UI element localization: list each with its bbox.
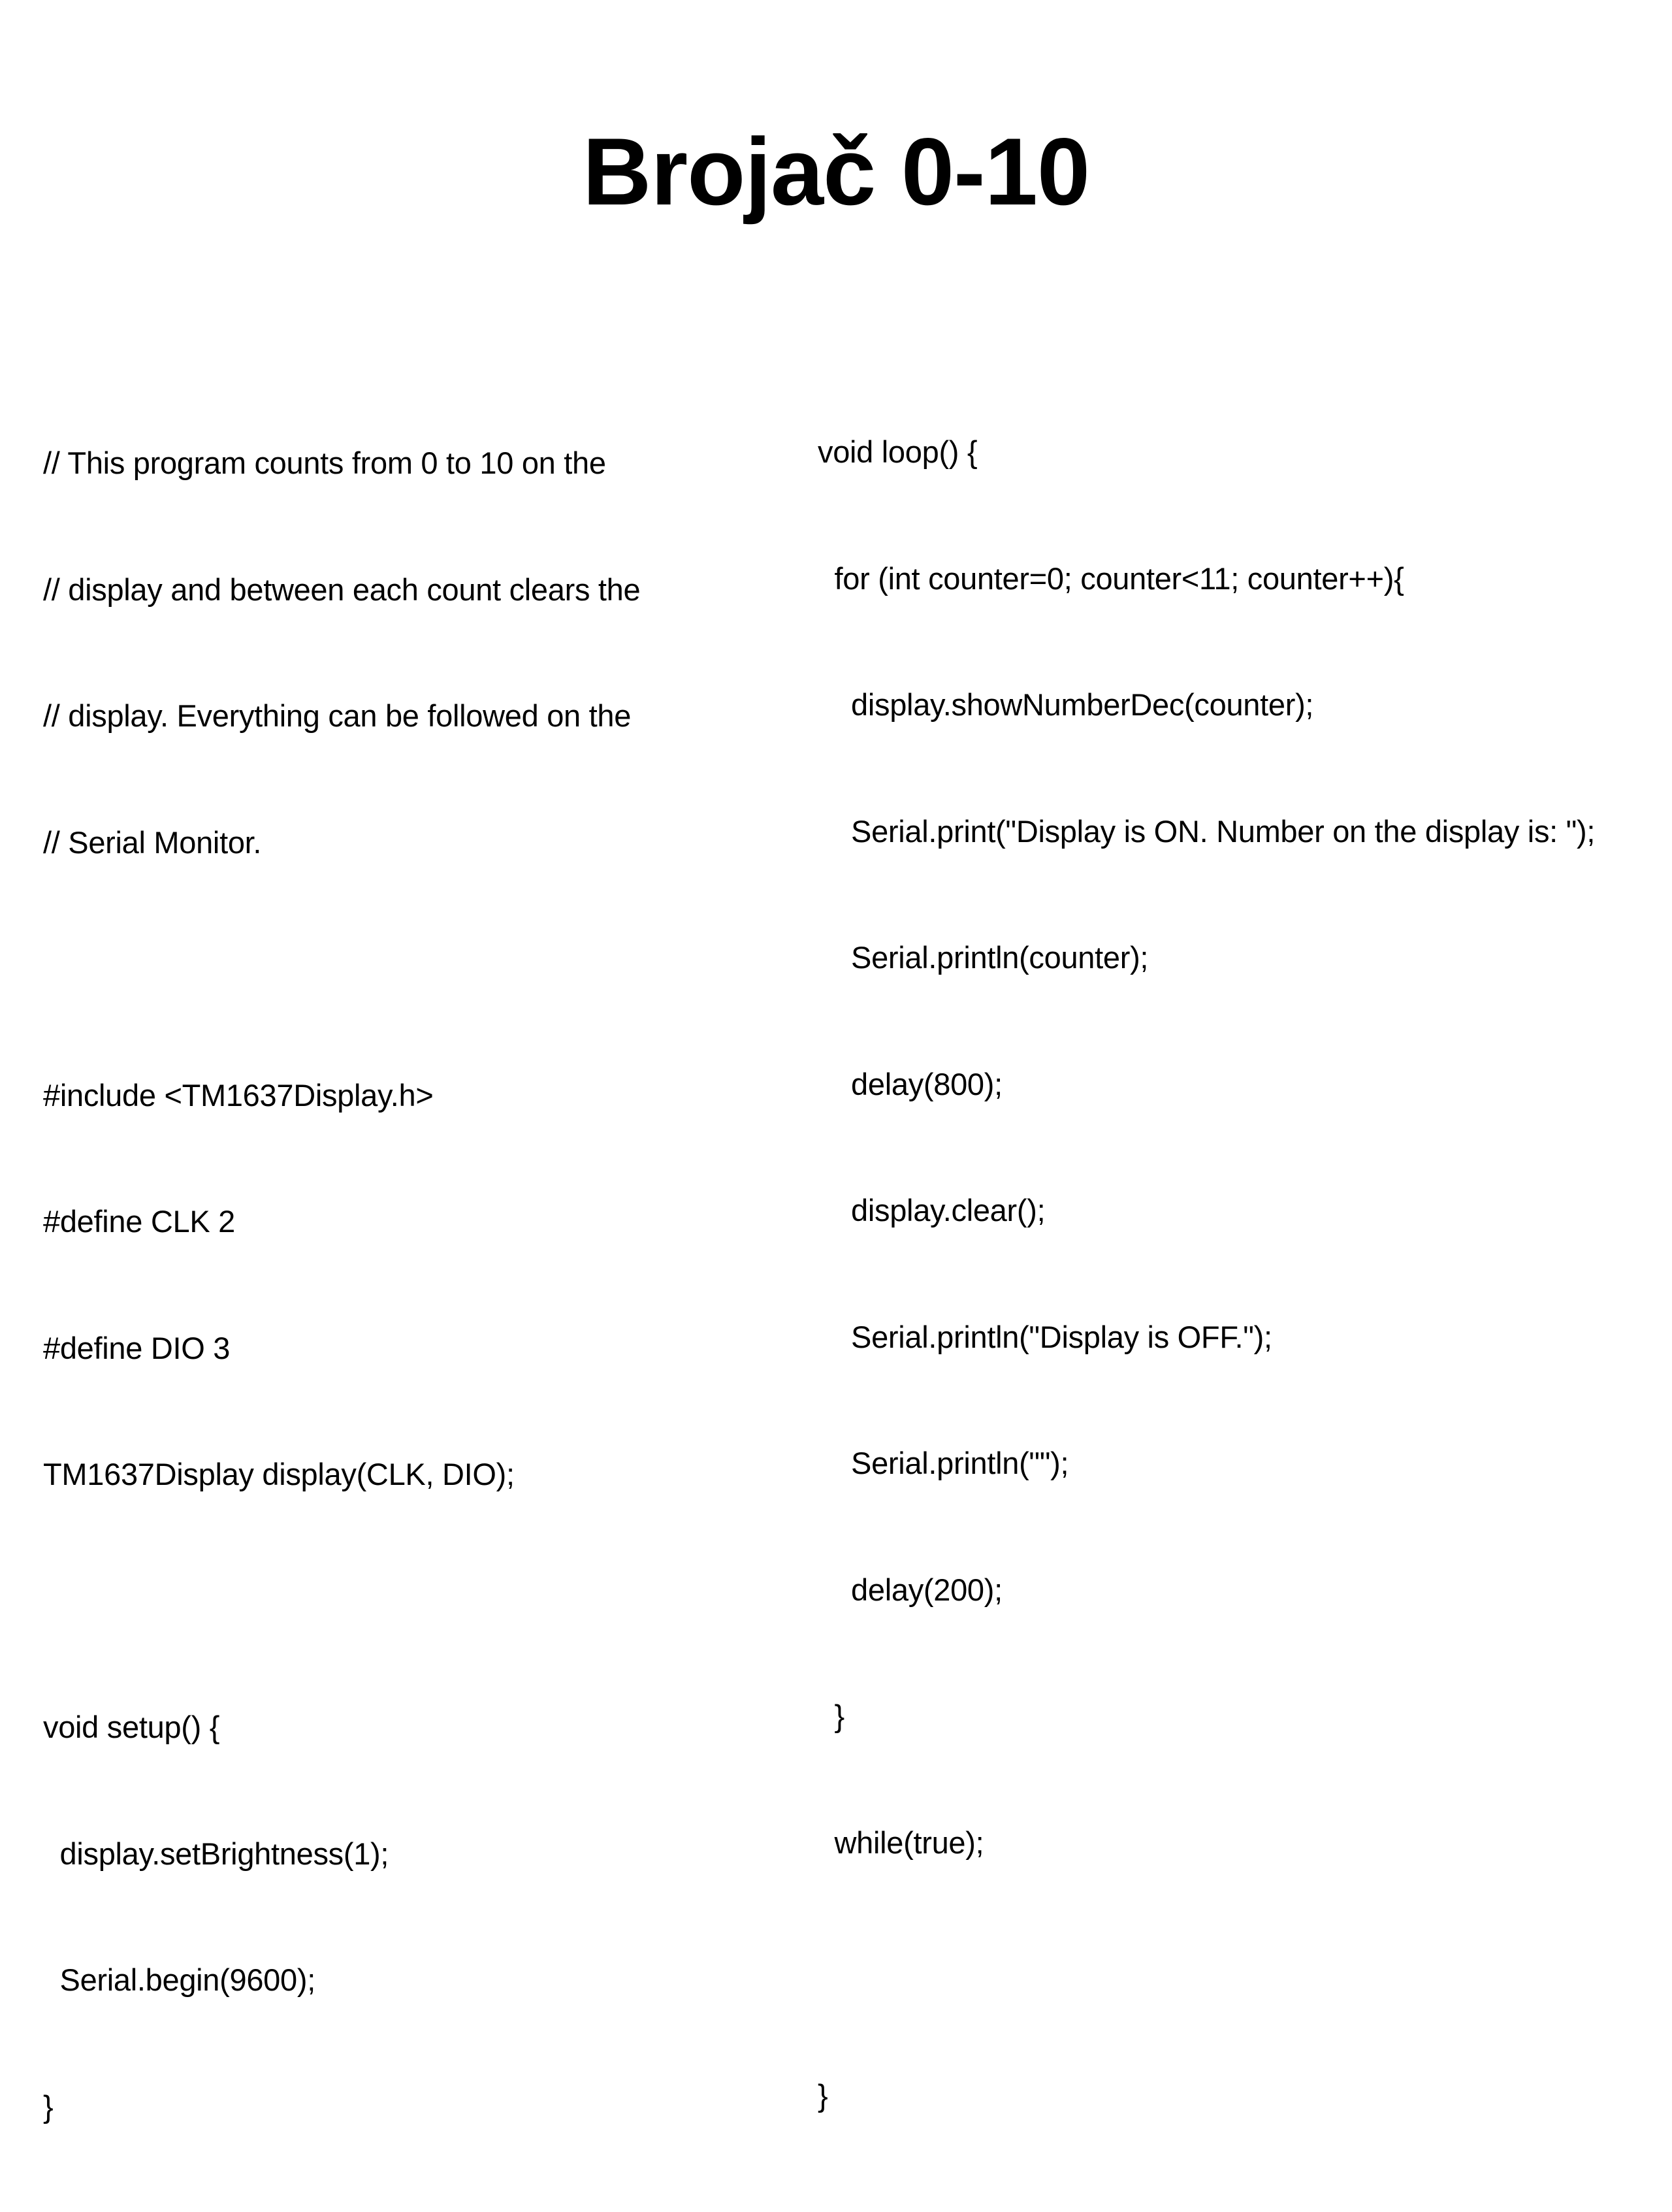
code-line: Serial.println(counter); — [818, 940, 1149, 975]
code-line: delay(200); — [818, 1572, 1003, 1607]
code-line: } — [818, 2077, 828, 2113]
code-line: // Serial Monitor. — [43, 824, 262, 860]
code-line: display.setBrightness(1); — [43, 1836, 389, 1871]
code-line: void loop() { — [818, 434, 978, 469]
slide-title: Brojač 0-10 — [582, 118, 1090, 225]
code-block-right — [818, 347, 1660, 2201]
code-line — [818, 1948, 1660, 1991]
code-line: } — [43, 2089, 54, 2124]
code-line: // display and between each count clears the — [43, 572, 641, 607]
code-line: display.clear(); — [818, 1193, 1046, 1228]
code-line: for (int counter=0; counter<11; counter++){ — [818, 561, 1404, 596]
code-line: #include <TM1637Display.h> — [43, 1077, 434, 1113]
code-line: display.showNumberDec(counter); — [818, 687, 1314, 722]
code-line: TM1637Display display(CLK, DIO); — [43, 1457, 515, 1491]
code-line: } — [818, 1699, 844, 1733]
code-line — [43, 948, 794, 990]
code-line: Serial.println("Display is OFF."); — [818, 1319, 1272, 1354]
code-line: while(true); — [818, 1825, 984, 1860]
code-line: #define DIO 3 — [43, 1330, 231, 1365]
code-line: Serial.println(""); — [818, 1446, 1069, 1480]
code-line: Serial.print("Display is ON. Number on the display is: "); — [818, 813, 1596, 849]
code-block-left — [43, 358, 794, 2212]
code-line: delay(800); — [818, 1066, 1003, 1101]
code-line: Serial.begin(9600); — [43, 1962, 315, 1997]
code-line: // display. Everything can be followed on the — [43, 698, 632, 733]
code-line: // This program counts from 0 to 10 on the — [43, 446, 606, 480]
code-line — [43, 1580, 794, 1623]
code-line: #define CLK 2 — [43, 1204, 235, 1239]
code-line: void setup() { — [43, 1710, 220, 1744]
